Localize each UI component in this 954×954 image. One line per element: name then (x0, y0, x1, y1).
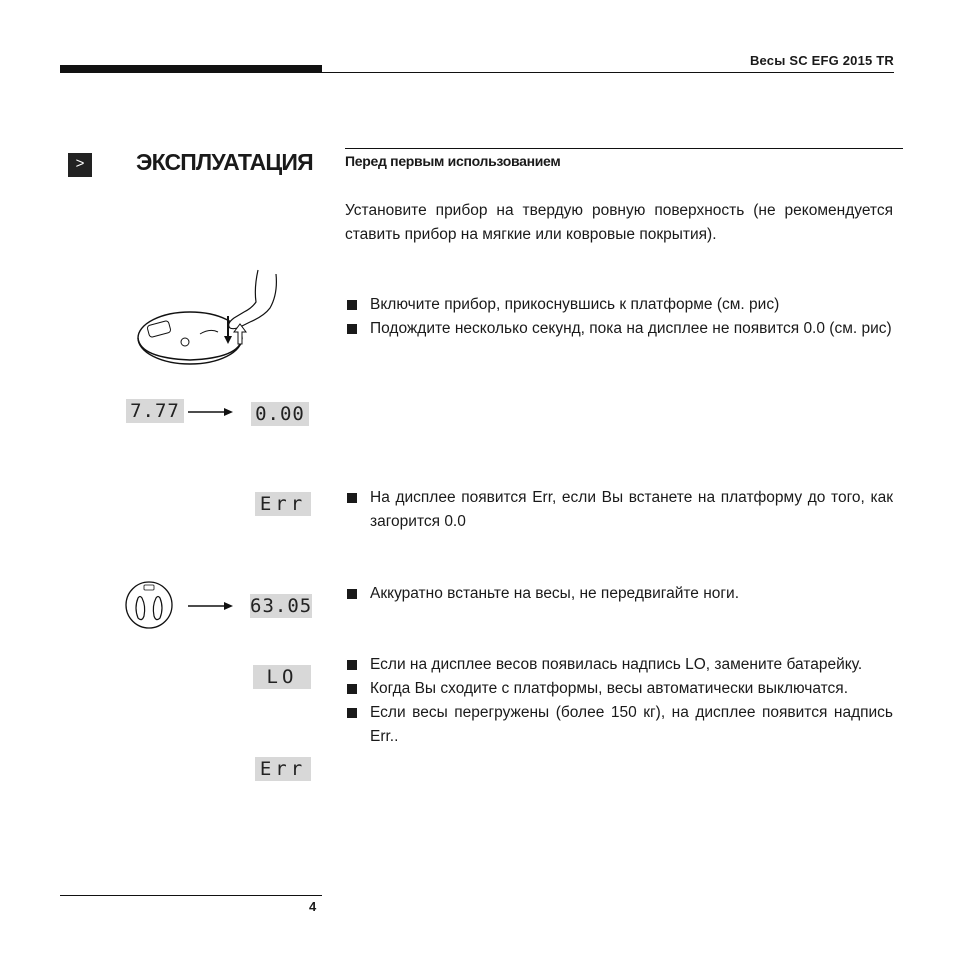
intro-paragraph: Установите прибор на твердую ровную поверхность (не рекомендуется ставить прибор на мягкие или ковровые покрытия). (345, 202, 893, 243)
section-marker: > (68, 153, 92, 177)
display-init: 7.77 (126, 399, 184, 423)
arrow-right-icon (188, 598, 234, 614)
display-zero: 0.00 (251, 402, 309, 426)
footer-rule (60, 895, 322, 896)
display-err-early: Err (255, 492, 311, 516)
bullet-list-err (345, 486, 893, 534)
list-item: Включите прибор, прикоснувшись к платформе (см. рис) (345, 293, 893, 317)
list-item: Когда Вы сходите с платформы, весы автоматически выключатся. (345, 677, 893, 701)
scale-with-foot-icon (130, 268, 290, 378)
bullet-square-icon (347, 708, 357, 718)
display-err-overload: Err (255, 757, 311, 781)
bullet-square-icon (347, 589, 357, 599)
page-number: 4 (309, 899, 317, 914)
bullet-square-icon (347, 684, 357, 694)
section-rule (345, 148, 903, 149)
bullet-list-step-on (345, 582, 893, 606)
bullet-list-power-on (345, 293, 893, 341)
display-weight: 63.05 (250, 595, 313, 617)
section-title: ЭКСПЛУАТАЦИЯ (136, 149, 313, 175)
feet-on-scale-icon (124, 580, 174, 630)
arrow-right-icon (188, 404, 234, 420)
header-rule-thin (322, 72, 894, 73)
bullet-square-icon (347, 660, 357, 670)
section-subtitle: Перед первым использованием (345, 153, 561, 169)
bullet-square-icon (347, 300, 357, 310)
header-title: Весы SC EFG 2015 TR (749, 53, 894, 68)
list-item: Если на дисплее весов появилась надпись LO, замените батарейку. (345, 653, 893, 677)
list-item: Если весы перегружены (более 150 кг), на дисплее появится надпись Err.. (345, 701, 893, 749)
header-rule-thick (60, 65, 322, 73)
bullet-square-icon (347, 324, 357, 334)
bullet-list-warnings (345, 653, 893, 749)
list-item: На дисплее появится Err, если Вы встанете на платформу до того, как загорится 0.0 (345, 486, 893, 534)
list-item: Аккуратно встаньте на весы, не передвигайте ноги. (345, 582, 893, 606)
display-lo: LO (253, 665, 311, 689)
list-item: Подождите несколько секунд, пока на дисплее не появится 0.0 (см. рис) (345, 317, 893, 341)
bullet-square-icon (347, 493, 357, 503)
